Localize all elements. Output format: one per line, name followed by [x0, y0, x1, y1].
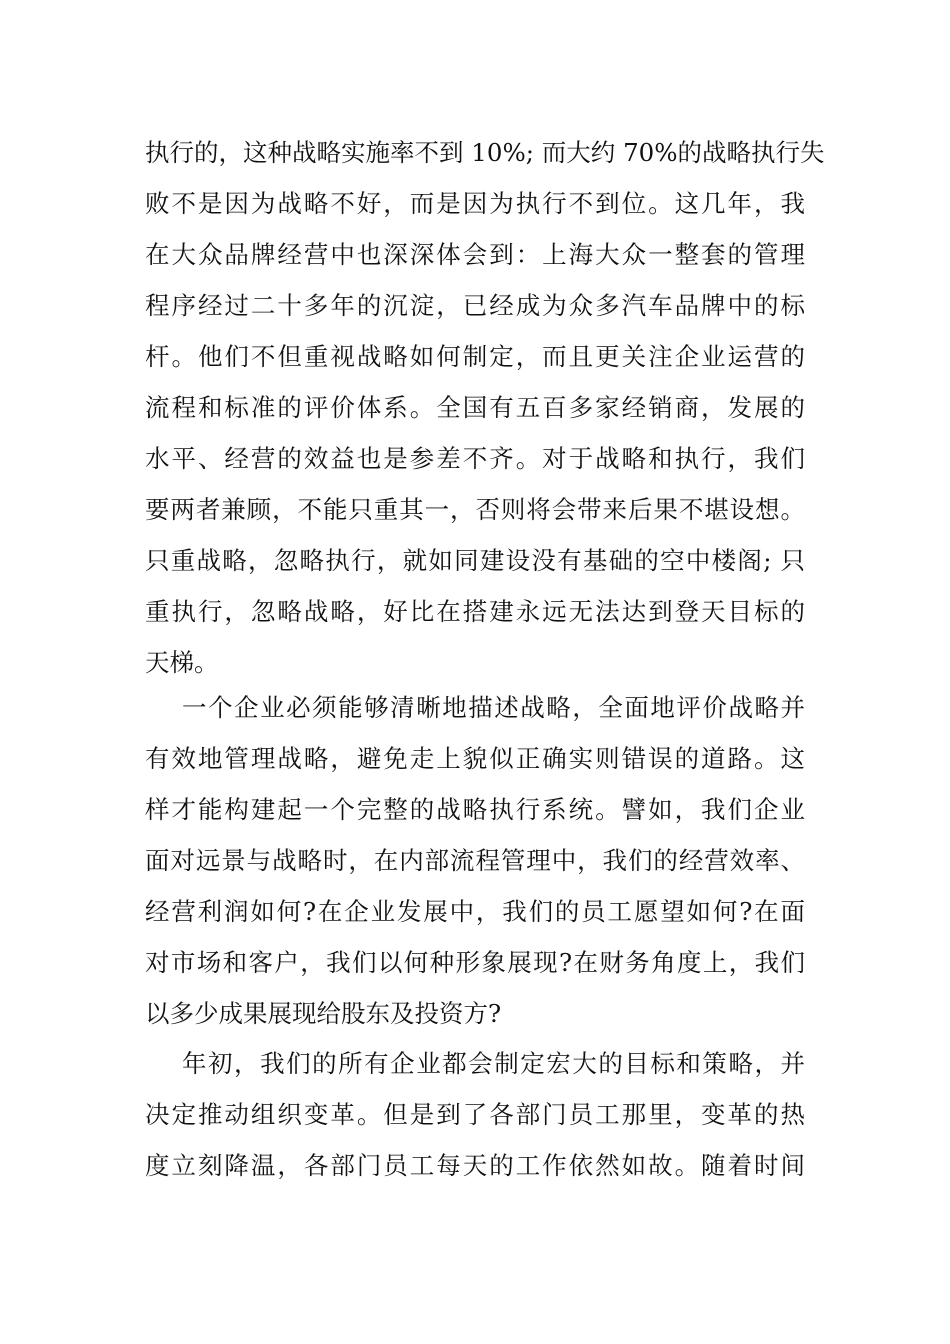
paragraph-1-line-10: 重执行，忽略战略，好比在搭建永远无法达到登天目标的 [145, 597, 805, 626]
paragraph-3-line-1: 年初，我们的所有企业都会制定宏大的目标和策略，并 [182, 1049, 805, 1078]
paragraph-3-line-2: 决定推动组织变革。但是到了各部门员工那里，变革的热 [145, 1100, 805, 1129]
paragraph-1-line-8: 要两者兼顾，不能只重其一，否则将会带来后果不堪设想。 [145, 495, 805, 524]
paragraph-1-line-5: 杆。他们不但重视战略如何制定，而且更关注企业运营的 [145, 342, 805, 371]
paragraph-2-line-7: 以多少成果展现给股东及投资方? [145, 999, 502, 1028]
paragraph-2-line-3: 样才能构建起一个完整的战略执行系统。譬如，我们企业 [145, 795, 805, 824]
paragraph-2-line-6: 对市场和客户，我们以何种形象展现?在财务角度上，我们 [145, 948, 805, 977]
paragraph-1-line-1: 执行的，这种战略实施率不到 10%; 而大约 70%的战略执行失 [145, 138, 825, 167]
paragraph-2-line-2: 有效地管理战略，避免走上貌似正确实则错误的道路。这 [145, 744, 805, 773]
paragraph-2 [145, 682, 805, 1039]
paragraph-1-line-3: 在大众品牌经营中也深深体会到：上海大众一整套的管理 [145, 240, 805, 269]
paragraph-1-line-2: 败不是因为战略不好，而是因为执行不到位。这几年，我 [145, 189, 805, 218]
paragraph-1-line-7: 水平、经营的效益也是参差不齐。对于战略和执行，我们 [145, 444, 805, 473]
paragraph-1-line-4: 程序经过二十多年的沉淀，已经成为众多汽车品牌中的标 [145, 291, 805, 320]
paragraph-1-line-11: 天梯。 [145, 648, 219, 677]
paragraph-3-line-3: 度立刻降温，各部门员工每天的工作依然如故。随着时间 [145, 1151, 805, 1180]
paragraph-2-line-4: 面对远景与战略时，在内部流程管理中，我们的经营效率、 [145, 846, 805, 875]
paragraph-3 [145, 1038, 805, 1191]
paragraph-1-line-9: 只重战略，忽略执行，就如同建设没有基础的空中楼阁; 只 [145, 546, 805, 575]
paragraph-1 [145, 127, 825, 688]
paragraph-2-line-1: 一个企业必须能够清晰地描述战略，全面地评价战略并 [182, 693, 805, 722]
paragraph-1-line-6: 流程和标准的评价体系。全国有五百多家经销商，发展的 [145, 393, 805, 422]
paragraph-2-line-5: 经营利润如何?在企业发展中，我们的员工愿望如何?在面 [145, 897, 805, 926]
